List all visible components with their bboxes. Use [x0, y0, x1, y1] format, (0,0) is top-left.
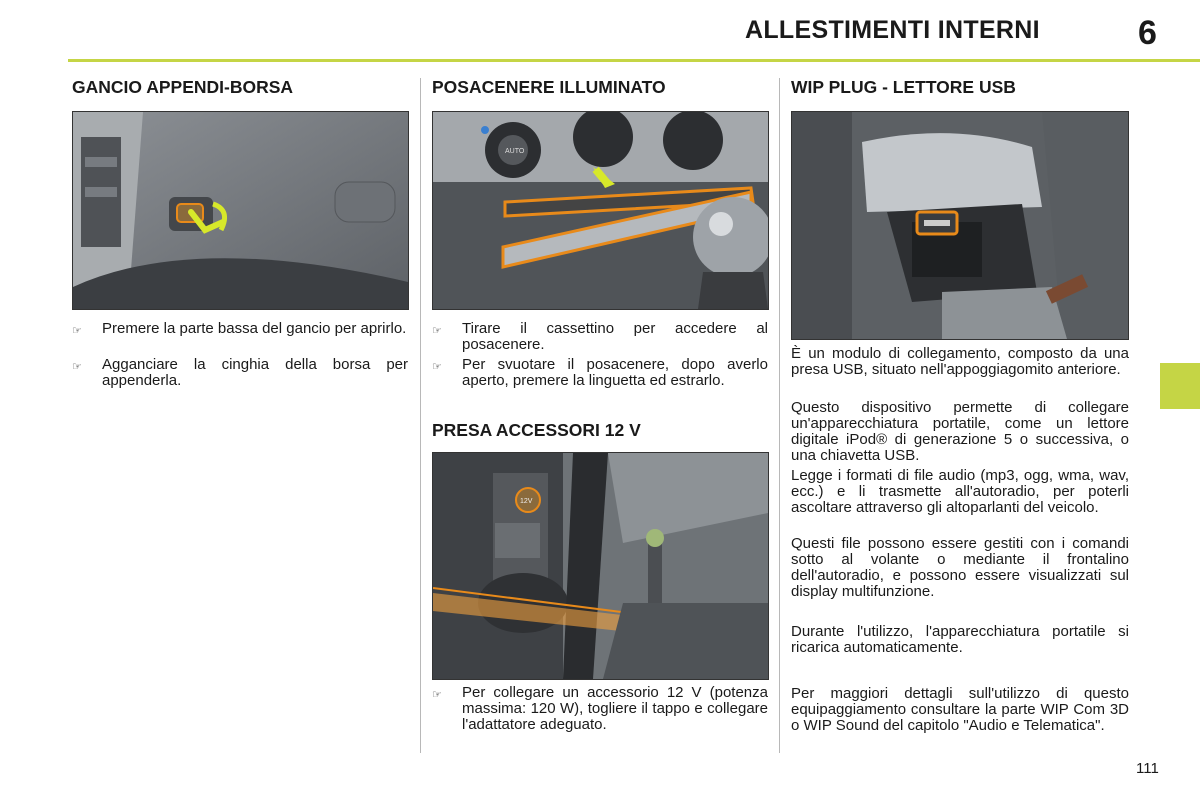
- socket-label: 12V: [520, 498, 533, 505]
- section-title-usb-reader: WIP PLUG - LETTORE USB: [791, 77, 1016, 97]
- pointing-hand-icon: ☞: [432, 325, 442, 337]
- paragraph: Per maggiori dettagli sull'utilizzo di questo equipaggiamento consultare la parte WIP Com 3D o WIP Sound del capitolo "Audio e Telematica".: [791, 685, 1129, 734]
- pointing-hand-icon: ☞: [432, 689, 442, 701]
- pointing-hand-icon: ☞: [432, 361, 442, 373]
- 12v-socket-photo: [432, 452, 769, 680]
- column-divider: [420, 78, 421, 753]
- chapter-side-tab: [1160, 363, 1200, 409]
- list-item: ☞ Tirare il cassettino per accedere al posacenere.: [432, 320, 768, 353]
- auto-button-label: AUTO: [505, 148, 525, 155]
- pointing-hand-icon: ☞: [72, 361, 82, 373]
- list-item: ☞ Premere la parte bassa del gancio per aprirlo.: [72, 320, 407, 337]
- page-number: 111: [1136, 760, 1159, 777]
- list-item: ☞ Per svuotare il posacenere, dopo averlo aperto, premere la linguetta ed estrarlo.: [432, 356, 768, 389]
- section-title-12v-socket: PRESA ACCESSORI 12 V: [432, 420, 641, 440]
- header-rule: [68, 59, 1200, 62]
- paragraph: È un modulo di collegamento, composto da una presa USB, situato nell'appoggiagomito anteriore.: [791, 345, 1129, 378]
- paragraph: Legge i formati di file audio (mp3, ogg, wma, wav, ecc.) e li trasmette all'autoradio, per poterli ascoltare attraverso gli altoparlanti del veicolo.: [791, 467, 1129, 516]
- usb-reader-photo: [791, 111, 1129, 340]
- chapter-title: ALLESTIMENTI INTERNI: [745, 16, 1040, 44]
- chapter-number: 6: [1138, 14, 1157, 52]
- list-item: ☞ Agganciare la cinghia della borsa per appenderla.: [72, 356, 408, 389]
- paragraph: Questi file possono essere gestiti con i comandi sotto al volante o mediante il frontalino dell'autoradio, e possono essere visualizzati sul display multifunzione.: [791, 535, 1129, 600]
- ashtray-photo: [432, 111, 769, 310]
- list-item: ☞ Per collegare un accessorio 12 V (potenza massima: 120 W), togliere il tappo e collegare l'adattatore adeguato.: [432, 684, 768, 733]
- paragraph: Durante l'utilizzo, l'apparecchiatura portatile si ricarica automaticamente.: [791, 623, 1129, 656]
- section-title-bag-hook: GANCIO APPENDI-BORSA: [72, 77, 294, 97]
- pointing-hand-icon: ☞: [72, 325, 82, 337]
- section-title-ashtray: POSACENERE ILLUMINATO: [432, 77, 666, 97]
- column-divider: [779, 78, 780, 753]
- bag-hook-photo: [72, 111, 409, 310]
- paragraph: Questo dispositivo permette di collegare un'apparecchiatura portatile, come un lettore digitale iPod® di generazione 5 o successiva, o una chiavetta USB.: [791, 399, 1129, 464]
